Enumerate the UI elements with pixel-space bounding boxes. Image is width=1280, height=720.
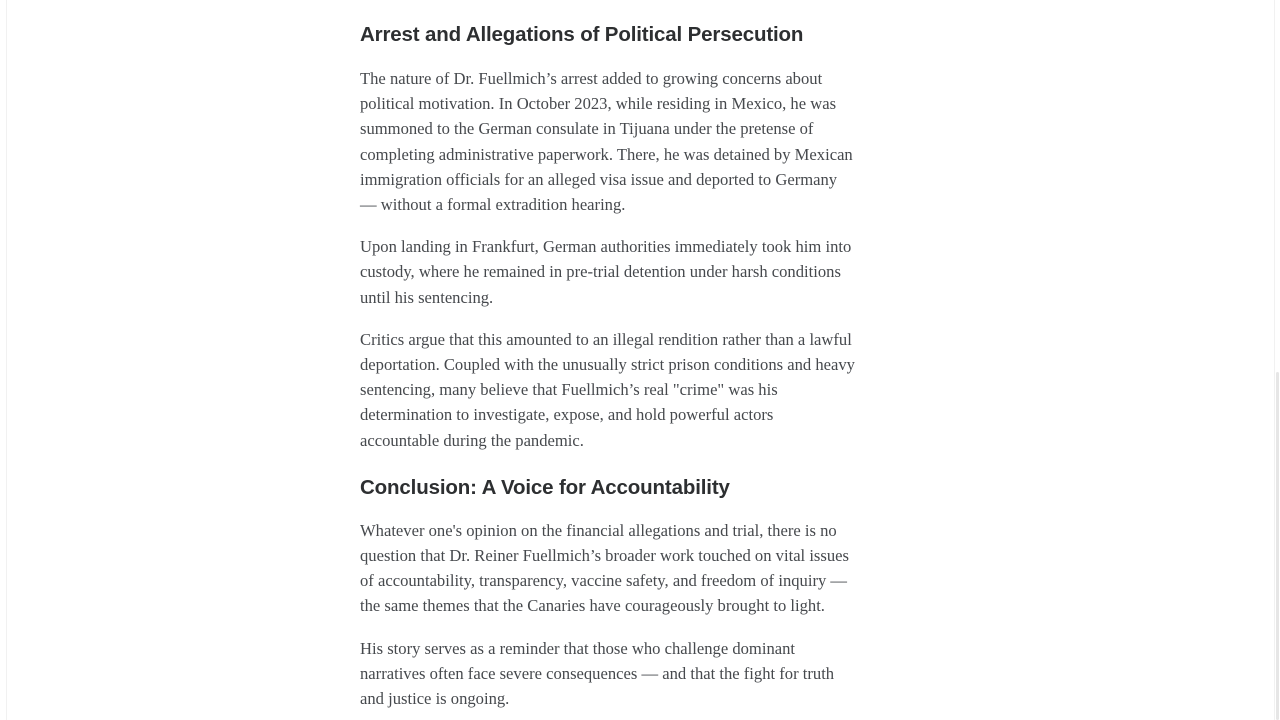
section-heading-conclusion: Conclusion: A Voice for Accountability bbox=[360, 475, 730, 499]
article-body bbox=[360, 0, 856, 711]
paragraph: The nature of Dr. Fuellmich’s arrest added to growing concerns about political motivation. In October 2023, while residing in Mexico, he was summoned to the German consulate in Tijuana under the pretense of completing administrative paperwork. There, he was detained by Mexican immigration officials for an alleged visa issue and deported to Germany — without a formal extradition hearing. bbox=[360, 69, 853, 215]
vertical-scrollbar[interactable] bbox=[1274, 0, 1280, 720]
paragraph: His story serves as a reminder that those who challenge dominant narratives often face severe consequences — and that the fight for truth and justice is ongoing. bbox=[360, 638, 835, 709]
paragraph: Whatever one's opinion on the financial allegations and trial, there is no question that Dr. Reiner Fuellmich’s broader work touched on vital issues of accountability, transparency, vaccine safety, and freedom of inquiry — the same themes that the Canaries have courageously brought to light. bbox=[360, 520, 849, 616]
paragraph: Critics argue that this amounted to an illegal rendition rather than a lawful deportation. Coupled with the unusually strict prison conditions and heavy sentencing, many believe that Fuellmich’s real "crime" was his determination to investigate, expose, and hold powerful actors accountable during the pandemic. bbox=[360, 329, 855, 450]
section-heading-arrest: Arrest and Allegations of Political Persecution bbox=[360, 23, 804, 46]
paragraph: Upon landing in Frankfurt, German authorities immediately took him into custody, where he remained in pre-trial detention under harsh conditions until his sentencing. bbox=[360, 237, 852, 307]
scrollbar-thumb[interactable] bbox=[1276, 372, 1279, 720]
left-gutter-rule bbox=[6, 0, 7, 720]
